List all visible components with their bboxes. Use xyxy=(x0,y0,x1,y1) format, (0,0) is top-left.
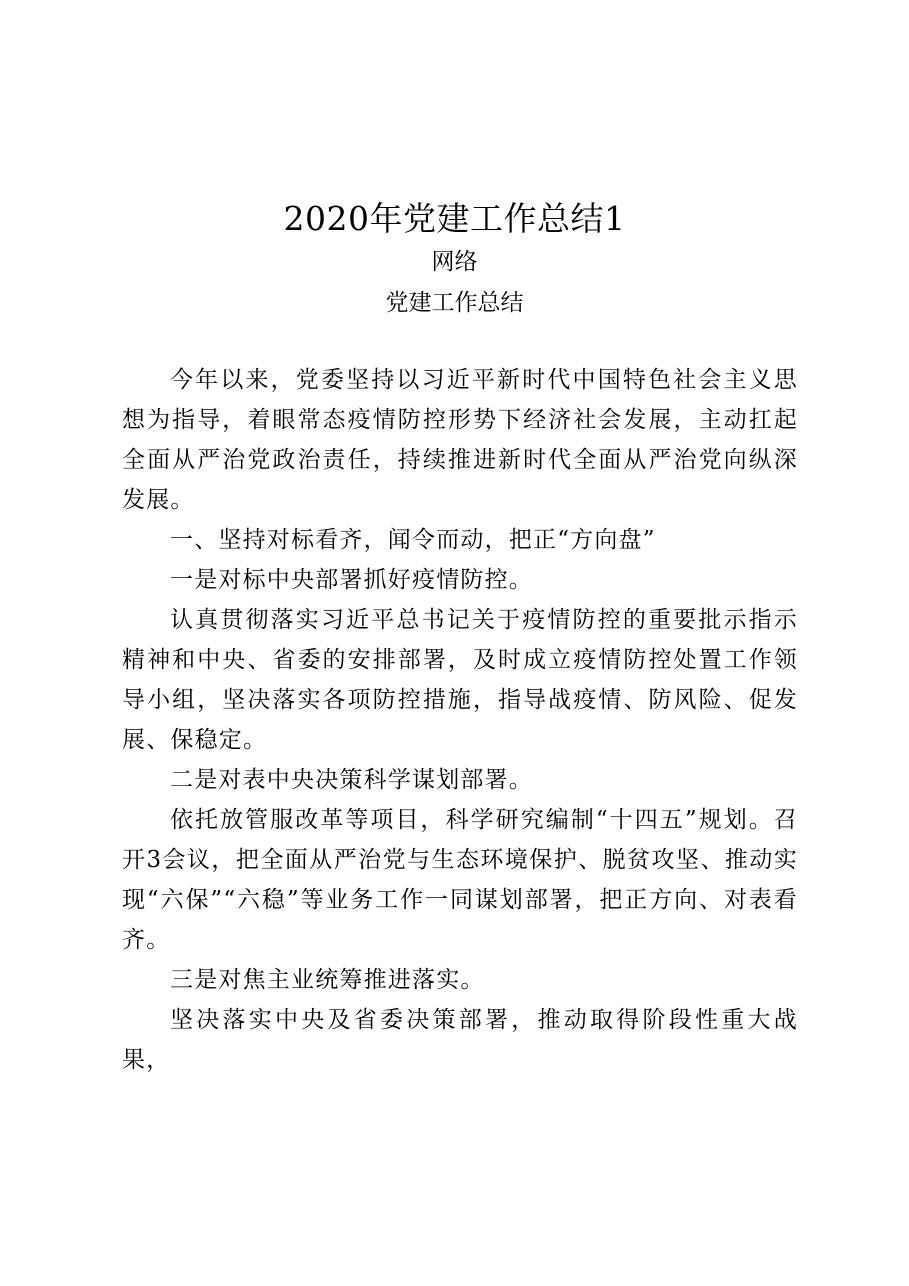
point-heading-2: 二是对表中央决策科学谋划部署。 xyxy=(170,767,533,793)
section-heading-1: 一、坚持对标看齐，闻令而动，把正“方向盘” xyxy=(170,527,656,553)
document-subtitle: 党建工作总结 xyxy=(385,290,524,316)
document-source: 网络 xyxy=(431,249,478,275)
document-body xyxy=(122,360,798,1080)
paragraph-point-2: 依托放管服改革等项目，科学研究编制“十四五”规划。召开3会议，把全面从严治党与生态环境保护、脱贫攻坚、推动实现“六保”“六稳”等业务工作一同谋划部署，把正方向、对表看齐。 xyxy=(122,807,798,953)
paragraph-point-1: 认真贯彻落实习近平总书记关于疫情防控的重要批示指示精神和中央、省委的安排部署，及时成立疫情防控处置工作领导小组，坚决落实各项防控措施，指导战疫情、防风险、促发展、保稳定。 xyxy=(122,607,798,753)
document-title: 2020年党建工作总结1 xyxy=(283,199,626,238)
point-heading-3: 三是对焦主业统筹推进落实。 xyxy=(170,967,485,993)
paragraph-point-3: 坚决落实中央及省委决策部署，推动取得阶段性重大战果， xyxy=(122,1007,798,1073)
point-heading-1: 一是对标中央部署抓好疫情防控。 xyxy=(170,567,533,593)
paragraph-intro: 今年以来，党委坚持以习近平新时代中国特色社会主义思想为指导，着眼常态疫情防控形势下经济社会发展，主动扛起全面从严治党政治责任，持续推进新时代全面从严治党向纵深发展。 xyxy=(122,367,798,513)
